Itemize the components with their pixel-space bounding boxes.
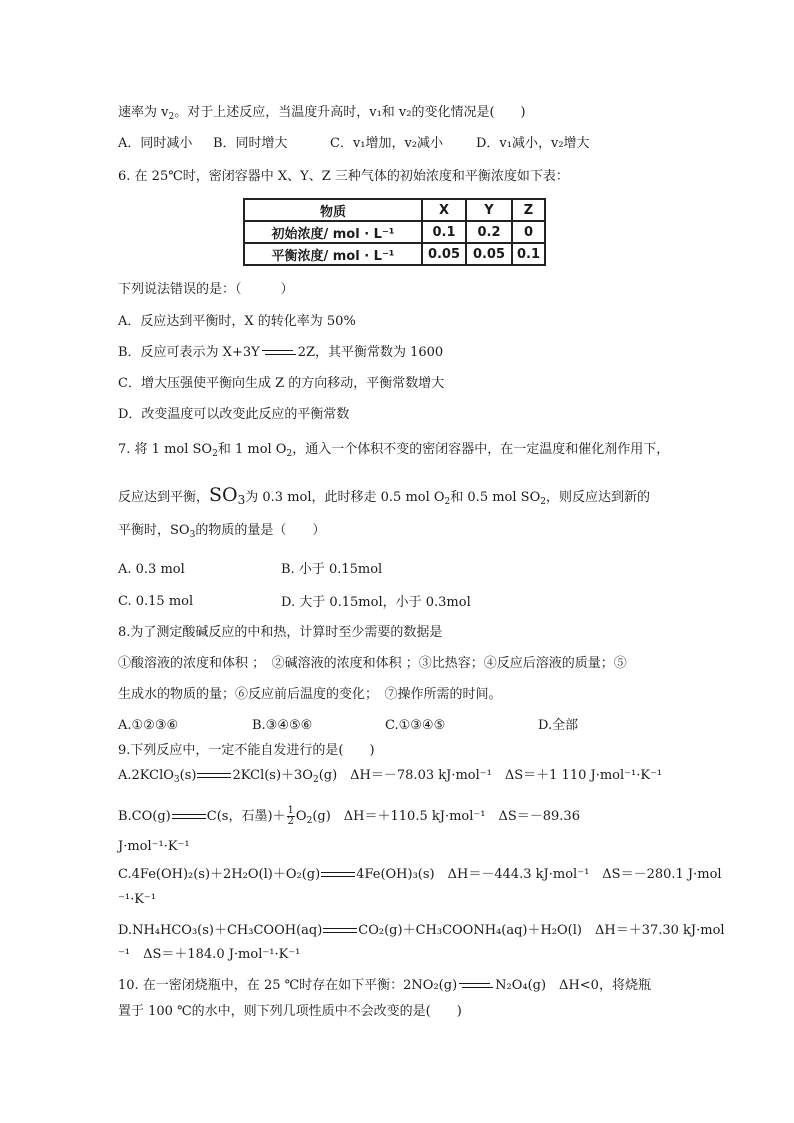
q6-stem: 6. 在 25℃时，密闭容器中 X、Y、Z 三种气体的初始浓度和平衡浓度如下表： — [118, 169, 569, 184]
table-cell: 0.05 — [422, 243, 466, 265]
equals-sign-icon — [321, 871, 355, 879]
concentration-table — [243, 198, 546, 266]
q9-option-d: D.NH₄HCO₃(s)＋CH₃COOH(aq) CO₂(g)＋CH₃COONH₄(aq)＋H₂O(l) ΔH＝＋37.30 kJ·mol — [118, 923, 725, 938]
equals-sign-icon — [172, 813, 206, 821]
q8-option-b: B.③④⑤⑥ — [252, 718, 313, 733]
q5-stem: 速率为 $v_2$。对于上述反应，当温度升高时，v₁和 v₂的变化情况是( ) — [118, 105, 526, 122]
q7-option-c: C. 0.15 mol — [118, 594, 194, 609]
row-label: 初始浓度/ mol · L⁻¹ — [244, 221, 422, 243]
table-cell: 0 — [512, 221, 545, 243]
q7-stem-line2: 反应达到平衡，$SO_3$为 0.3 mol，此时移走 0.5 mol $O_2$和 0.5 mol $SO_2$，则反应达到新的 — [118, 484, 650, 507]
q6-option-a: A．反应达到平衡时，X 的转化率为 50% — [118, 314, 356, 329]
table-header: X — [422, 199, 466, 221]
q8-option-a: A.①②③⑥ — [118, 718, 179, 733]
row-label: 平衡浓度/ mol · L⁻¹ — [244, 243, 422, 265]
q7-stem: 7. 将 1 mol $SO_2$和 1 mol $O_2$，通入一个体积不变的密闭容器中，在一定温度和催化剂作用下， — [118, 442, 670, 459]
q5-option-b: B．同时增大 — [213, 136, 288, 151]
q9-option-c: C.4Fe(OH)₂(s)＋2H₂O(l)＋O₂(g) 4Fe(OH)₃(s) ΔH＝－444.3 kJ·mol⁻¹ ΔS＝－280.1 J·mol — [118, 867, 722, 882]
q7-option-d: D. 大于 0.15mol，小于 0.3mol — [281, 595, 471, 610]
q9-stem: 9.下列反应中，一定不能自发进行的是( ) — [118, 743, 375, 758]
q6-question: 下列说法错误的是：（ ） — [118, 282, 294, 297]
q7-option-b: B. 小于 0.15mol — [281, 562, 383, 577]
q8-option-d: D.全部 — [538, 718, 579, 733]
q6-option-b: B．反应可表示为 X+3Y 2Z，其平衡常数为 1600 — [118, 345, 444, 360]
q5-option-d: D．v₁减小，v₂增大 — [476, 136, 590, 151]
q6-option-c: C．增大压强使平衡向生成 Z 的方向移动，平衡常数增大 — [118, 376, 445, 391]
table-row — [244, 221, 545, 243]
q9-option-b-cont: J·mol⁻¹·K⁻¹ — [118, 839, 190, 854]
q5-option-a: A．同时减小 — [118, 136, 193, 151]
q9-option-a: A.2KClO$_3$(s) $2KCl(s)+3O_2(g)$ ΔH＝－78.03 kJ·mol⁻¹ ΔS＝＋1 110 J·mol⁻¹·K⁻¹ — [118, 768, 663, 785]
table-cell: 0.2 — [466, 221, 512, 243]
table-row — [244, 243, 545, 265]
table-cell: 0.05 — [466, 243, 512, 265]
q5-option-c: C．v₁增加，v₂减小 — [330, 136, 444, 151]
table-header: 物质 — [244, 199, 422, 221]
q9-option-d-cont: ⁻¹ ΔS＝＋184.0 J·mol⁻¹·K⁻¹ — [118, 947, 301, 962]
table-header: Y — [466, 199, 512, 221]
table-header-row — [244, 199, 545, 221]
q8-option-c: C.①③④⑤ — [385, 718, 446, 733]
q9-option-b: B.CO(g) C(s，石墨)＋ $\frac{1}{2}$ $O_2(g)$ ΔH＝＋110.5 kJ·mol⁻¹ ΔS＝－89.36 — [118, 805, 580, 827]
table-cell: 0.1 — [512, 243, 545, 265]
reversible-arrow-icon — [459, 981, 493, 990]
table-cell: 0.1 — [422, 221, 466, 243]
reversible-arrow-icon — [262, 348, 296, 357]
equals-sign-icon — [323, 927, 357, 935]
table-header: Z — [512, 199, 545, 221]
q10-stem: 10. 在一密闭烧瓶中，在 25 ℃时存在如下平衡：2NO₂(g) N₂O₄(g) ΔH<0，将烧瓶 — [118, 978, 651, 993]
equals-sign-icon — [197, 772, 231, 780]
q9-option-c-cont: ⁻¹·K⁻¹ — [118, 892, 156, 907]
q7-option-a: A. 0.3 mol — [118, 562, 185, 577]
q6-option-d: D．改变温度可以改变此反应的平衡常数 — [118, 407, 350, 422]
q10-stem-line2: 置于 100 ℃的水中，则下列几项性质中不会改变的是( ) — [118, 1004, 462, 1019]
q8-data-line1: ①酸溶液的浓度和体积 ； ②碱溶液的浓度和体积 ；③比热容；④反应后溶液的质量；⑤ — [118, 656, 627, 671]
q8-stem: 8.为了测定酸碱反应的中和热，计算时至少需要的数据是 — [118, 625, 443, 640]
fraction-one-half: $\frac{1}{2}$ — [287, 805, 294, 827]
q8-data-line2: 生成水的物质的量；⑥反应前后温度的变化； ⑦操作所需的时间。 — [118, 687, 502, 702]
q7-stem-line3: 平衡时，$SO_3$的物质的量是（ ） — [118, 523, 326, 540]
